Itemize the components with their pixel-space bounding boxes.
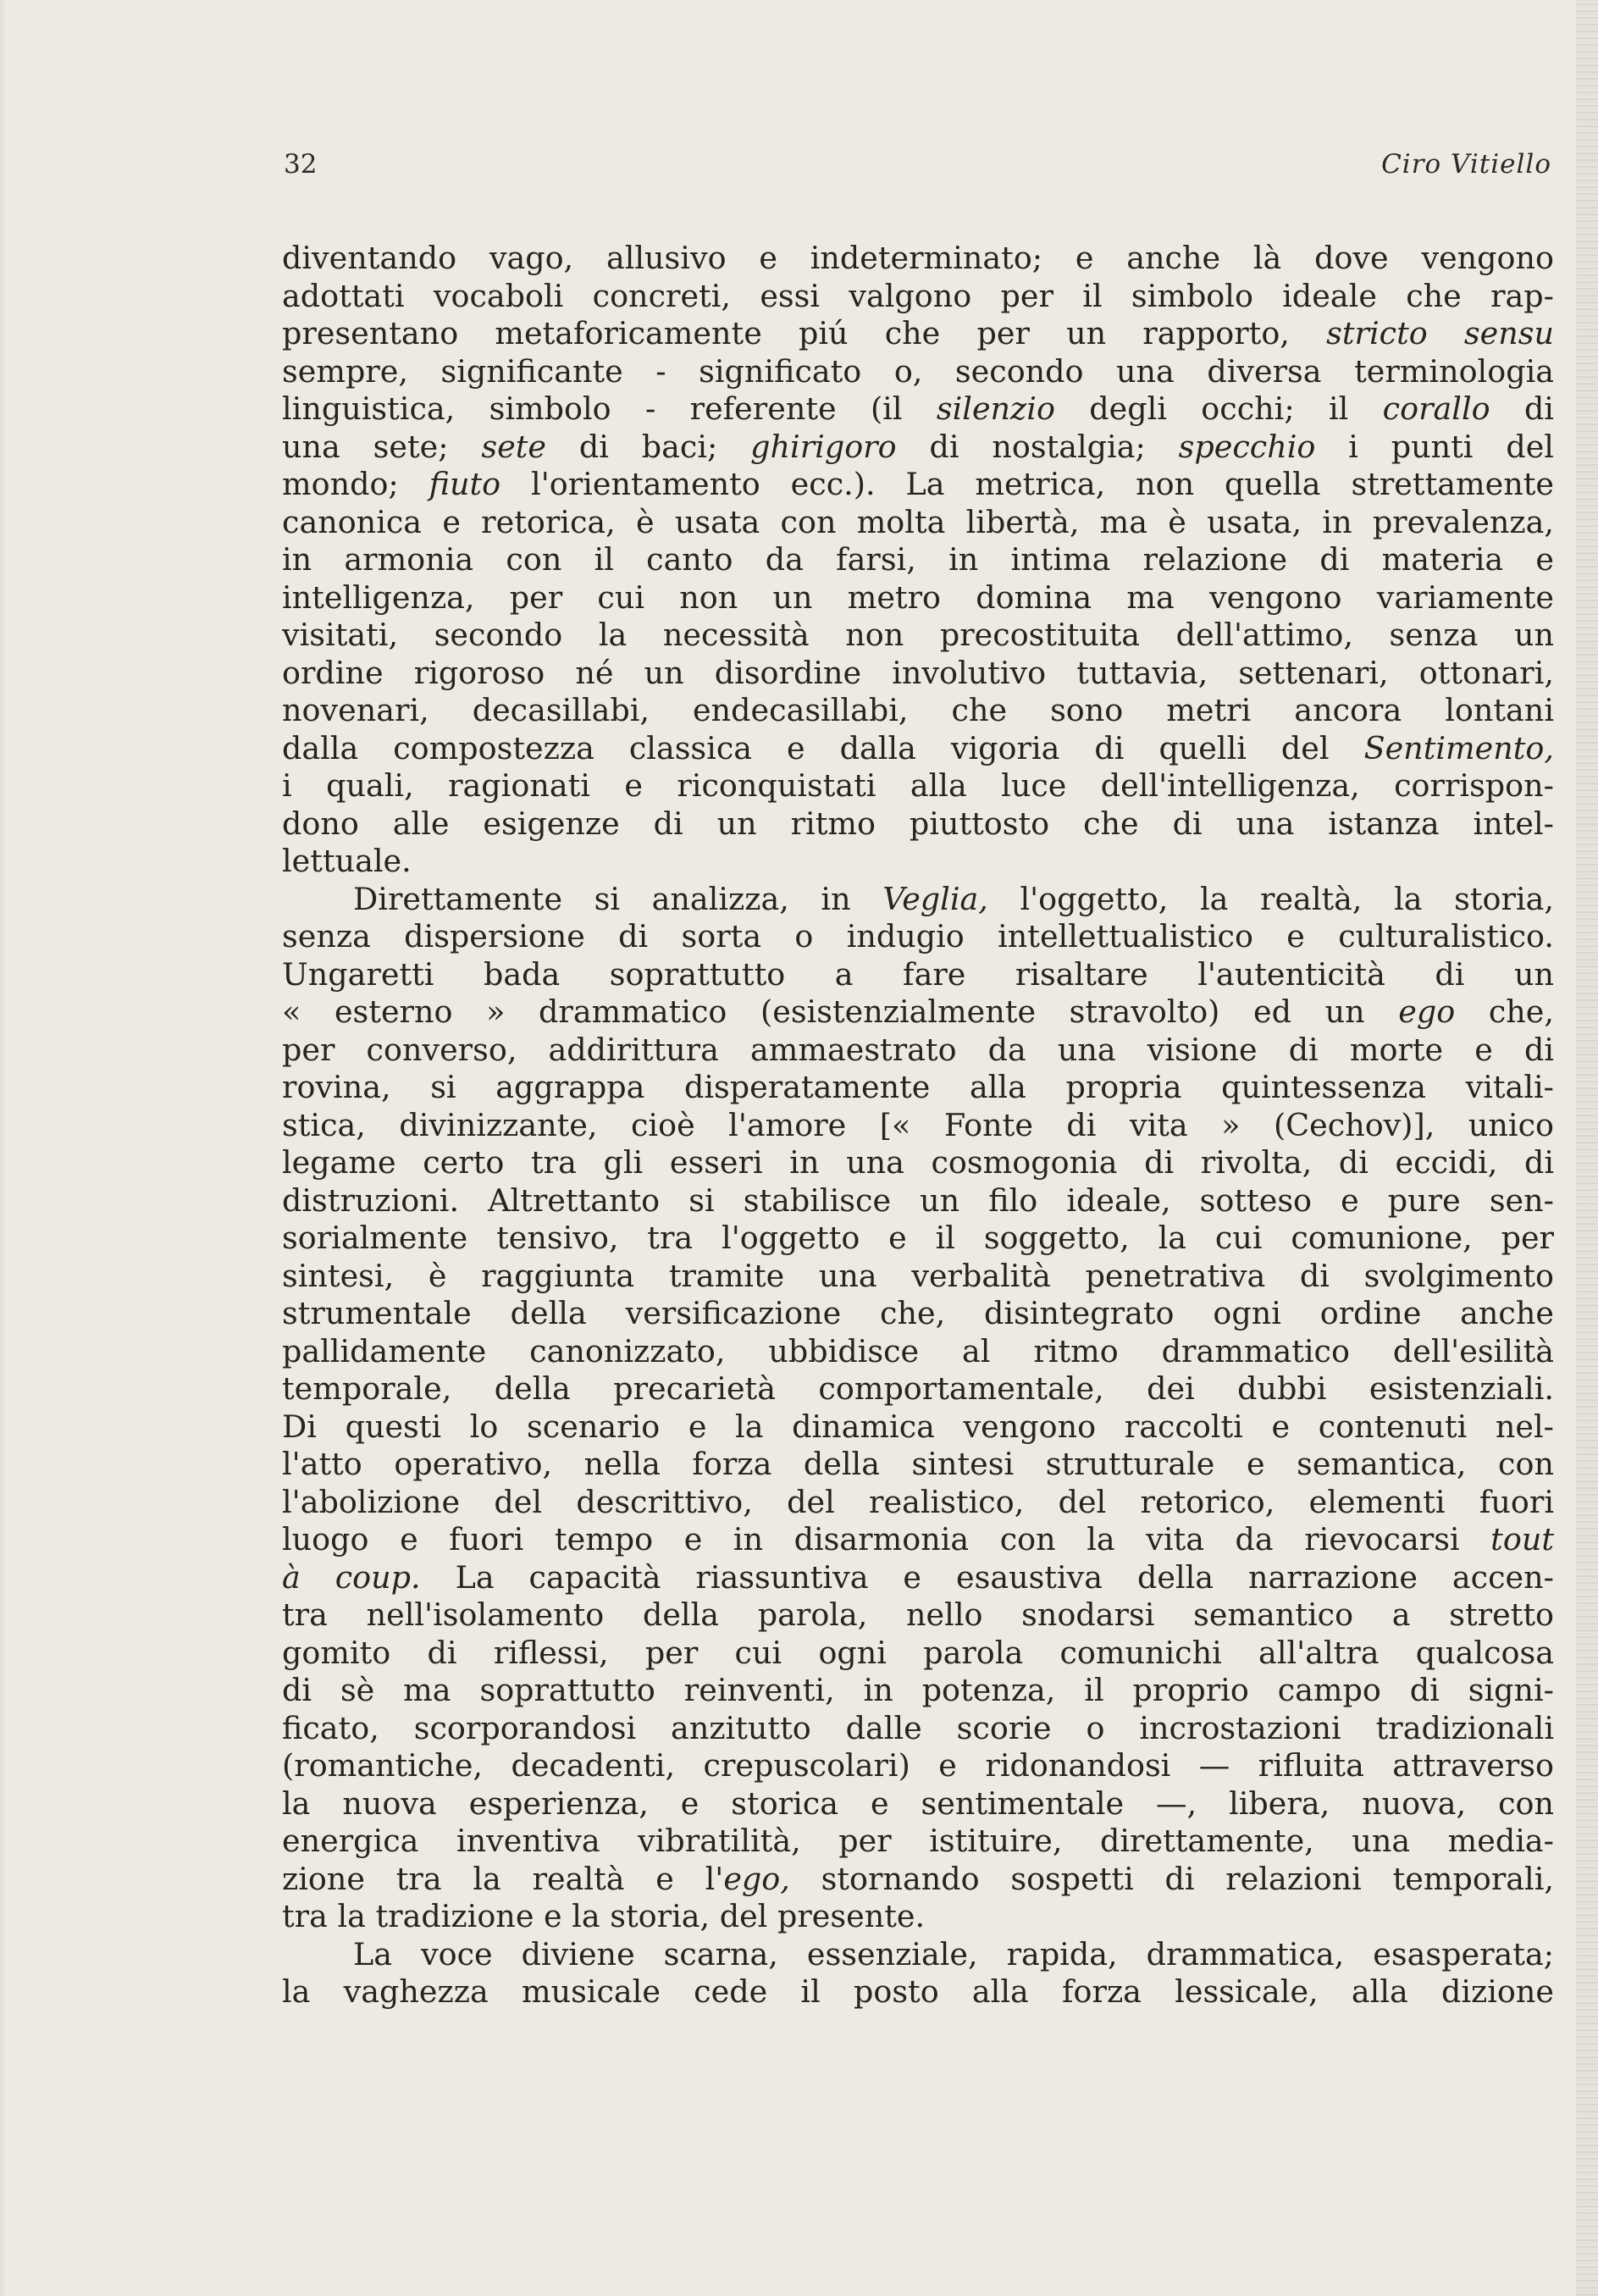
text-run: l'abolizione del descrittivo, del realistico, del retorico, elementi fuori — [282, 1483, 1554, 1520]
italic-run: tout — [1490, 1521, 1554, 1557]
italic-run: corallo — [1382, 390, 1490, 427]
text-line — [282, 1370, 1554, 1408]
text-line — [282, 1408, 1554, 1447]
text-line — [282, 1484, 1554, 1522]
text-line — [282, 1672, 1554, 1710]
text-run: luogo e fuori tempo e in disarmonia con la vita da rievocarsi — [282, 1521, 1491, 1557]
text-run: distruzioni. Altrettanto si stabilisce un filo ideale, sotteso e pure sen- — [282, 1181, 1554, 1219]
text-run: l'orientamento ecc.). La metrica, non quella strettamente — [500, 466, 1554, 502]
text-run: una sete; — [282, 428, 482, 465]
text-line — [282, 504, 1554, 542]
text-line — [282, 240, 1554, 278]
text-run: stornando sospetti di relazioni temporali, — [789, 1860, 1554, 1897]
text-line — [282, 278, 1554, 316]
page-left-edge — [0, 0, 7, 2296]
italic-run: ghirigoro — [750, 428, 897, 465]
text-run: stica, divinizzante, cioè l'amore [« Fonte di vita » (Cechov)], unico — [282, 1106, 1554, 1143]
italic-run: ego, — [723, 1860, 790, 1897]
text-line — [282, 1107, 1554, 1145]
text-run: l'oggetto, la realtà, la storia, — [987, 880, 1554, 917]
text-run: zione tra la realtà e l' — [282, 1860, 724, 1897]
text-run: mondo; — [282, 466, 429, 502]
text-run: tra la tradizione e la storia, del presente. — [282, 1898, 926, 1934]
italic-run: sete — [481, 428, 546, 465]
text-line — [282, 1521, 1554, 1559]
text-line — [282, 353, 1554, 391]
text-line — [282, 956, 1554, 994]
text-line — [282, 1032, 1554, 1070]
italic-run: Veglia, — [882, 880, 988, 917]
text-line — [282, 805, 1554, 844]
text-line — [282, 655, 1554, 693]
text-line — [282, 1747, 1554, 1785]
text-line — [282, 1258, 1554, 1296]
paragraph — [282, 881, 1554, 1936]
text-run: Di questi lo scenario e la dinamica vengono raccolti e contenuti nel- — [282, 1408, 1554, 1445]
text-run: diventando vago, allusivo e indeterminato; e anche là dove vengono — [282, 240, 1554, 276]
text-line — [282, 918, 1554, 956]
text-run: ordine rigoroso né un disordine involutivo tuttavia, settenari, ottonari, — [282, 654, 1554, 691]
text-run: in armonia con il canto da farsi, in intima relazione di materia e — [282, 541, 1554, 578]
text-run: ficato, scorporandosi anzitutto dalle scorie o incrostazioni tradizionali — [282, 1709, 1554, 1746]
text-line — [282, 767, 1554, 805]
text-run: temporale, della precarietà comportamentale, dei dubbi esistenziali. — [282, 1370, 1554, 1407]
text-run: tra nell'isolamento della parola, nello snodarsi semantico a stretto — [282, 1596, 1554, 1633]
text-line — [282, 1823, 1554, 1861]
text-line — [282, 390, 1554, 429]
text-line — [282, 617, 1554, 655]
text-line — [282, 1333, 1554, 1371]
text-run: degli occhi; il — [1054, 390, 1383, 427]
page-right-edge — [1576, 0, 1598, 2296]
text-run: gomito di riflessi, per cui ogni parola comunichi all'altra qualcosa — [282, 1634, 1554, 1671]
text-run: sintesi, è raggiunta tramite una verbalità penetrativa di svolgimento — [282, 1257, 1554, 1294]
text-run: di — [1490, 390, 1554, 427]
italic-run: à coup. — [282, 1558, 421, 1596]
text-run: Direttamente si analizza, in — [353, 880, 883, 917]
text-line — [282, 692, 1554, 730]
text-run: La voce diviene scarna, essenziale, rapida, drammatica, esasperata; — [353, 1935, 1554, 1972]
text-run: « esterno » drammatico (esistenzialmente stravolto) ed un — [282, 993, 1399, 1030]
text-run: sorialmente tensivo, tra l'oggetto e il soggetto, la cui comunione, per — [282, 1220, 1554, 1256]
text-run: di nostalgia; — [896, 428, 1179, 465]
text-run: i quali, ragionati e riconquistati alla luce dell'intelligenza, corrispon- — [282, 767, 1554, 804]
text-line — [282, 730, 1554, 768]
italic-run: silenzio — [936, 390, 1055, 427]
text-line — [282, 993, 1554, 1032]
text-line — [282, 1220, 1554, 1258]
text-run: linguistica, simbolo - referente (il — [282, 390, 937, 427]
text-run: per converso, addirittura ammaestrato da una visione di morte e di — [282, 1031, 1554, 1068]
text-line — [282, 1635, 1554, 1673]
page-header — [284, 149, 1554, 188]
text-run: dono alle esigenze di un ritmo piuttosto che di una istanza intel- — [282, 805, 1554, 842]
italic-run: Sentimento, — [1363, 729, 1554, 766]
text-line — [282, 1785, 1554, 1823]
text-run: la vaghezza musicale cede il posto alla forza lessicale, alla dizione — [282, 1973, 1554, 2010]
text-line — [282, 1596, 1554, 1635]
italic-run: fiuto — [429, 466, 501, 502]
text-run: l'atto operativo, nella forza della sintesi strutturale e semantica, con — [282, 1446, 1554, 1482]
running-head-author: Ciro Vitiello — [1381, 149, 1551, 180]
text-run: legame certo tra gli esseri in una cosmogonia di rivolta, di eccidi, di — [282, 1144, 1554, 1181]
text-run: La capacità riassuntiva e esaustiva della narrazione accen- — [420, 1558, 1554, 1596]
text-run: novenari, decasillabi, endecasillabi, che sono metri ancora lontani — [282, 692, 1554, 728]
text-run: rovina, si aggrappa disperatamente alla propria quintessenza vitali- — [282, 1069, 1554, 1105]
text-line — [282, 1861, 1554, 1899]
text-run: Ungaretti bada soprattutto a fare risaltare l'autenticità di un — [282, 955, 1554, 993]
text-run: intelligenza, per cui non un metro domina ma vengono variamente — [282, 578, 1554, 616]
text-run: (romantiche, decadenti, crepuscolari) e ridonandosi — rifluita attraverso — [282, 1747, 1554, 1784]
text-run: senza dispersione di sorta o indugio intellettualistico e culturalistico. — [282, 918, 1554, 954]
text-line — [282, 843, 1554, 881]
text-line — [282, 429, 1554, 467]
text-line — [282, 1069, 1554, 1107]
italic-run: ego — [1398, 993, 1456, 1030]
italic-run: specchio — [1178, 428, 1316, 465]
text-line — [282, 579, 1554, 617]
text-line — [282, 315, 1554, 353]
text-line — [282, 1295, 1554, 1333]
text-run: che, — [1455, 993, 1554, 1030]
text-line — [282, 1936, 1554, 1974]
text-line — [282, 1973, 1554, 2011]
text-run: i punti del — [1315, 428, 1554, 465]
text-run: di sè ma soprattutto reinventi, in potenza, il proprio campo di signi- — [282, 1672, 1554, 1708]
text-run: dalla compostezza classica e dalla vigoria di quelli del — [282, 729, 1364, 766]
text-run: presentano metaforicamente piú che per un rapporto, — [282, 315, 1327, 351]
text-run: adottati vocaboli concreti, essi valgono per il simbolo ideale che rap- — [282, 277, 1554, 314]
paragraph — [282, 240, 1554, 881]
text-line — [282, 541, 1554, 579]
text-line — [282, 1710, 1554, 1748]
text-line — [282, 466, 1554, 504]
text-line — [282, 1446, 1554, 1484]
text-run: visitati, secondo la necessità non precostituita dell'attimo, senza un — [282, 617, 1554, 653]
text-run: strumentale della versificazione che, disintegrato ogni ordine anche — [282, 1295, 1554, 1331]
text-run: canonica e retorica, è usata con molta libertà, ma è usata, in prevalenza, — [282, 503, 1554, 540]
paragraph — [282, 1936, 1554, 2011]
italic-run: stricto sensu — [1326, 315, 1554, 351]
text-run: pallidamente canonizzato, ubbidisce al ritmo drammatico dell'esilità — [282, 1332, 1554, 1369]
text-run: la nuova esperienza, e storica e sentimentale —, libera, nuova, con — [282, 1784, 1554, 1822]
text-run: di baci; — [546, 428, 751, 465]
text-line — [282, 1898, 1554, 1936]
body-text — [282, 240, 1554, 2011]
page-number: 32 — [284, 149, 318, 180]
text-run: sempre, significante - significato o, secondo una diversa terminologia — [282, 352, 1554, 390]
text-run: lettuale. — [282, 843, 412, 879]
text-line — [282, 1559, 1554, 1597]
text-run: energica inventiva vibratilità, per istituire, direttamente, una media- — [282, 1823, 1554, 1859]
text-line — [282, 1144, 1554, 1182]
text-line — [282, 1182, 1554, 1220]
text-line — [282, 881, 1554, 919]
